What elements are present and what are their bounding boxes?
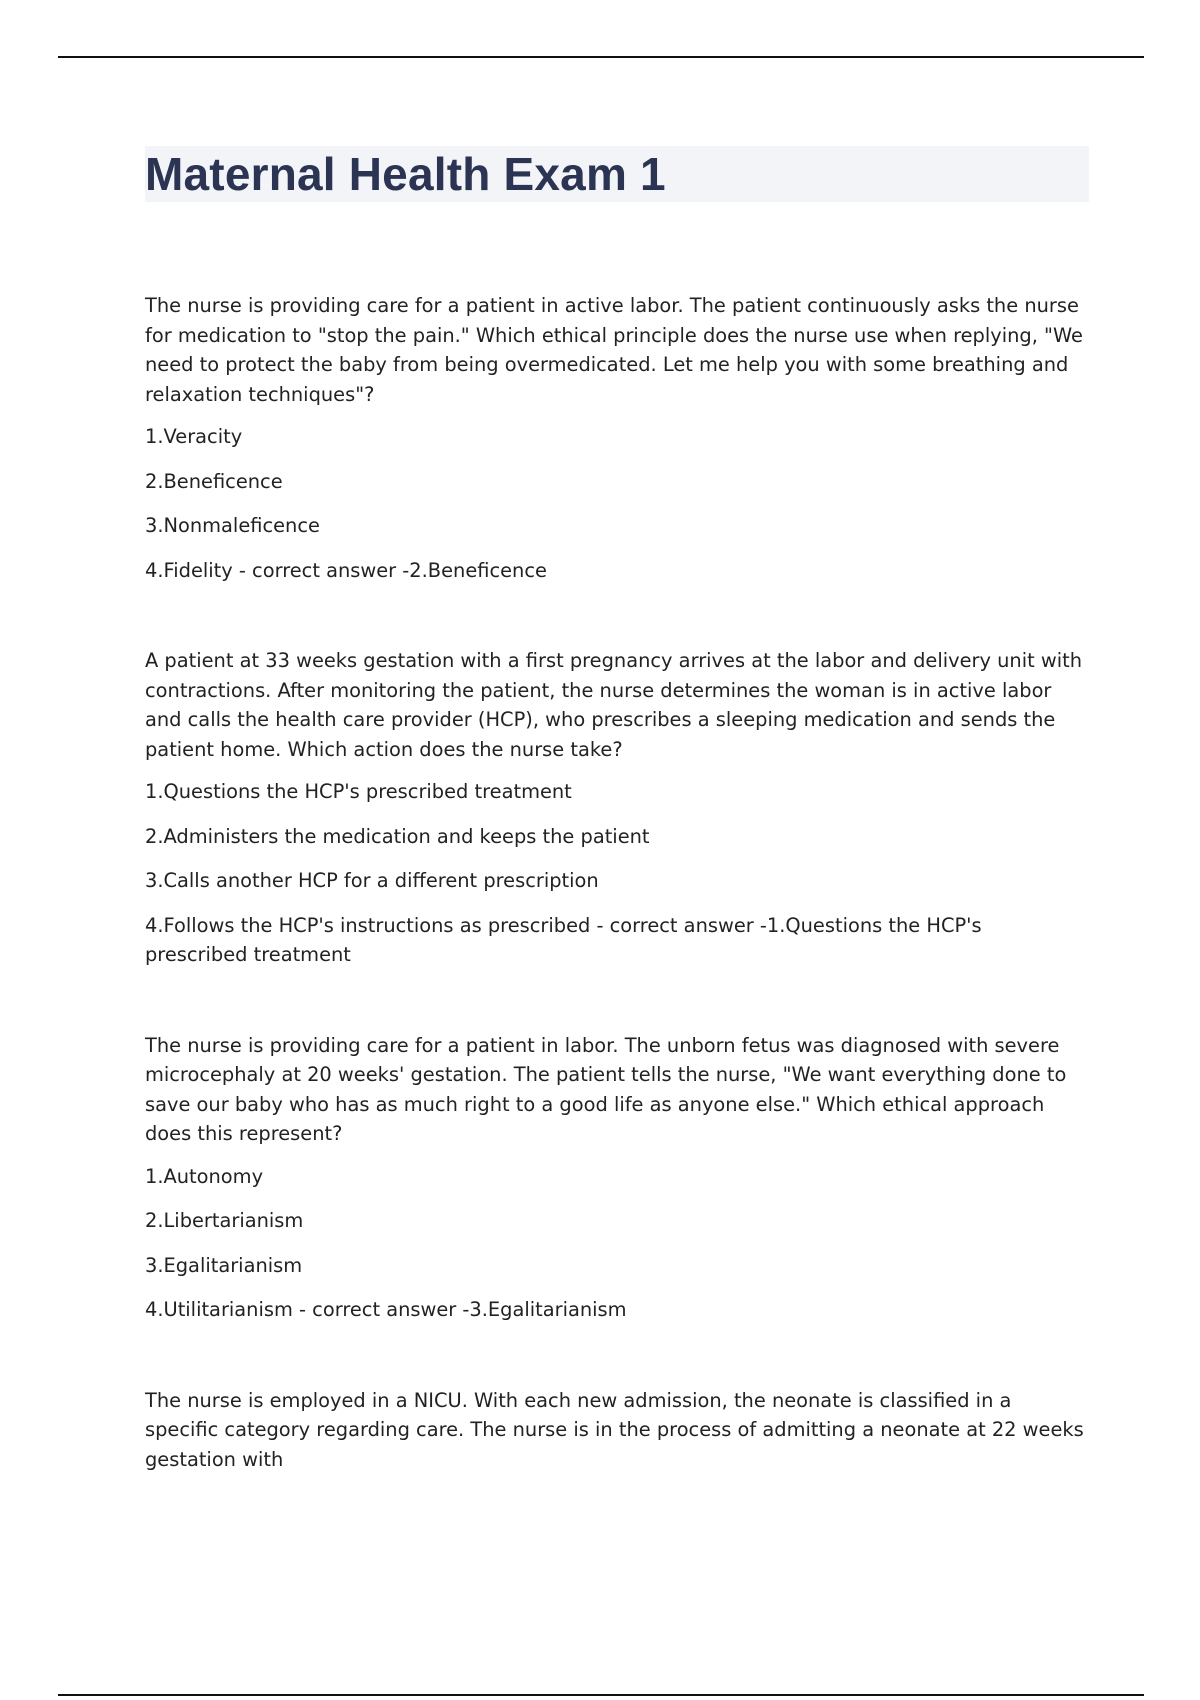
document-title: Maternal Health Exam 1 xyxy=(145,148,666,200)
answer-option: 1.Questions the HCP's prescribed treatment xyxy=(145,780,572,803)
question-list xyxy=(145,291,1090,1535)
answer-option: 3.Egalitarianism xyxy=(145,1253,303,1277)
question-stem: The nurse is providing care for a patient in labor. The unborn fetus was diagnosed with severe microcephaly at 20 weeks' gestation. The patient tells the nurse, "We want everything done to save our baby who has as much right to a good life as anyone else." Which ethical approach does this represent? xyxy=(145,1033,1067,1145)
question-stem: A patient at 33 weeks gestation with a first pregnancy arrives at the labor and delivery unit with contractions. After monitoring the patient, the nurse determines the woman is in active labor and calls the health care provider (HCP), who prescribes a sleeping medication and sends the patient home. Which action does the nurse take? xyxy=(145,649,1082,761)
question-stem: The nurse is employed in a NICU. With each new admission, the neonate is classified in a specific category regarding care. The nurse is in the process of admitting a neonate at 22 weeks gestation with xyxy=(145,1388,1084,1471)
answer-options xyxy=(145,422,1090,585)
answer-option: 3.Nonmaleficence xyxy=(145,514,320,537)
answer-option: 4.Fidelity - correct answer -2.Beneficence xyxy=(145,558,547,582)
answer-option: 4.Utilitarianism - correct answer -3.Egalitarianism xyxy=(145,1298,627,1321)
answer-option: 1.Autonomy xyxy=(145,1164,264,1188)
answer-option: 1.Veracity xyxy=(145,425,243,448)
question-4 xyxy=(145,1386,1090,1475)
question-2 xyxy=(145,646,1090,970)
question-stem: The nurse is providing care for a patient in active labor. The patient continuously asks the nurse for medication to "stop the pain." Which ethical principle does the nurse use when replying, "We need to protect the baby from being overmedicated. Let me help you with some breathing and relaxation techniques"? xyxy=(145,294,1083,406)
answer-option: 4.Follows the HCP's instructions as prescribed - correct answer -1.Questions the HCP's prescribed treatment xyxy=(145,913,982,966)
top-divider xyxy=(58,56,1144,58)
question-1 xyxy=(145,291,1090,585)
answer-option: 3.Calls another HCP for a different prescription xyxy=(145,869,599,892)
answer-options xyxy=(145,1162,1090,1325)
answer-option: 2.Administers the medication and keeps the patient xyxy=(145,824,650,848)
question-3 xyxy=(145,1031,1090,1325)
answer-option: 2.Libertarianism xyxy=(145,1209,304,1232)
answer-options xyxy=(145,777,1090,970)
answer-option: 2.Beneficence xyxy=(145,469,283,493)
bottom-divider xyxy=(58,1694,1144,1696)
